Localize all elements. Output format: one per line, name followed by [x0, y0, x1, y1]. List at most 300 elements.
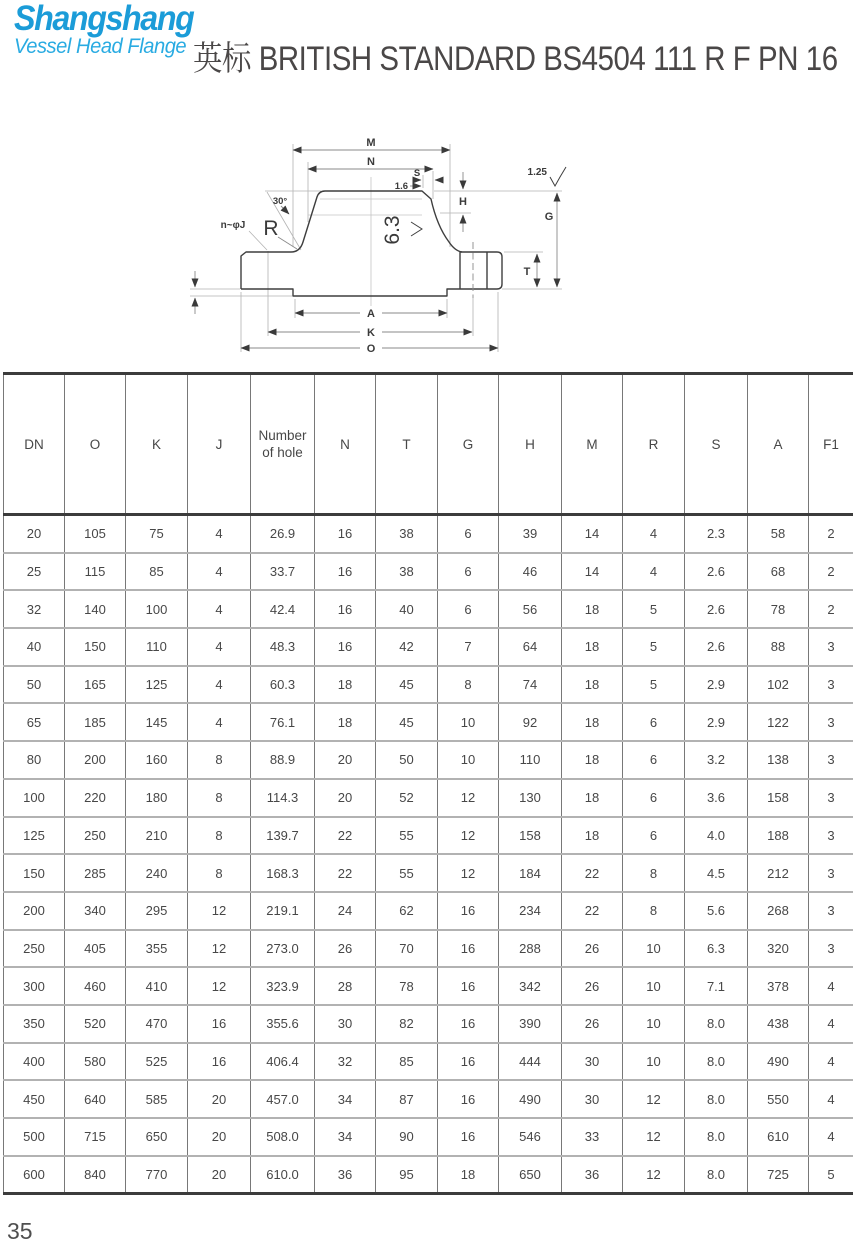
table-cell: 115 — [65, 553, 126, 591]
table-cell: 2.6 — [685, 553, 748, 591]
table-cell: 350 — [4, 1005, 65, 1043]
table-cell: 4 — [188, 553, 251, 591]
table-cell: 16 — [315, 553, 376, 591]
table-cell: 4 — [188, 590, 251, 628]
table-cell: 610 — [748, 1118, 809, 1156]
table-cell: 5 — [623, 666, 685, 704]
column-header: Number of hole — [251, 374, 315, 515]
table-cell: 5 — [623, 590, 685, 628]
table-row — [4, 967, 853, 1005]
table-cell: 58 — [748, 515, 809, 553]
table-cell: 36 — [562, 1156, 623, 1194]
table-cell: 85 — [376, 1043, 438, 1081]
table-row — [4, 1043, 853, 1081]
column-header: S — [685, 374, 748, 515]
table-cell: 95 — [376, 1156, 438, 1194]
table-cell: 52 — [376, 779, 438, 817]
table-cell: 600 — [4, 1156, 65, 1194]
table-cell: 16 — [315, 515, 376, 553]
table-cell: 180 — [126, 779, 188, 817]
table-cell: 6 — [438, 553, 499, 591]
table-cell: 2.9 — [685, 703, 748, 741]
table-cell: 460 — [65, 967, 126, 1005]
table-cell: 200 — [4, 892, 65, 930]
table-cell: 30 — [562, 1080, 623, 1118]
table-cell: 110 — [499, 741, 562, 779]
column-header: A — [748, 374, 809, 515]
table-cell: 150 — [4, 854, 65, 892]
dim-label-h: H — [459, 196, 467, 208]
table-row — [4, 854, 853, 892]
table-cell: 18 — [562, 779, 623, 817]
table-cell: 30 — [315, 1005, 376, 1043]
table-cell: 22 — [315, 817, 376, 855]
dim-label-s: S — [413, 168, 421, 179]
table-cell: 18 — [562, 666, 623, 704]
table-cell: 8 — [438, 666, 499, 704]
table-cell: 400 — [4, 1043, 65, 1081]
table-cell: 26.9 — [251, 515, 315, 553]
table-cell: 3 — [809, 779, 853, 817]
dim-label-holes: n~φJ — [220, 220, 246, 231]
table-cell: 39 — [499, 515, 562, 553]
table-cell: 490 — [499, 1080, 562, 1118]
table-cell: 18 — [562, 741, 623, 779]
dim-label-chamfer: 1.6 — [394, 181, 408, 192]
table-cell: 16 — [438, 967, 499, 1005]
dim-label-n: N — [367, 156, 375, 168]
table-cell: 4 — [623, 553, 685, 591]
table-row — [4, 703, 853, 741]
table-cell: 16 — [315, 590, 376, 628]
table-cell: 16 — [438, 930, 499, 968]
table-cell: 444 — [499, 1043, 562, 1081]
page-number: 35 — [7, 1218, 33, 1244]
dim-label-radius: R — [263, 217, 279, 240]
table-cell: 285 — [65, 854, 126, 892]
table-cell: 2.9 — [685, 666, 748, 704]
table-cell: 100 — [126, 590, 188, 628]
table-cell: 580 — [65, 1043, 126, 1081]
page-title: 英标 BRITISH STANDARD BS4504 111 R F PN 16 — [193, 40, 838, 78]
column-header: K — [126, 374, 188, 515]
table-cell: 74 — [499, 666, 562, 704]
table-cell: 320 — [748, 930, 809, 968]
table-cell: 26 — [562, 1005, 623, 1043]
table-cell: 240 — [126, 854, 188, 892]
table-cell: 33.7 — [251, 553, 315, 591]
table-row — [4, 1080, 853, 1118]
flange-spec-table — [3, 372, 853, 1195]
table-cell: 8 — [188, 779, 251, 817]
table-row — [4, 930, 853, 968]
table-cell: 470 — [126, 1005, 188, 1043]
column-header: J — [188, 374, 251, 515]
column-header: F1 — [809, 374, 853, 515]
table-cell: 770 — [126, 1156, 188, 1194]
table-row — [4, 628, 853, 666]
table-cell: 210 — [126, 817, 188, 855]
table-cell: 8.0 — [685, 1043, 748, 1081]
table-cell: 650 — [499, 1156, 562, 1194]
table-cell: 200 — [65, 741, 126, 779]
table-cell: 18 — [315, 666, 376, 704]
table-cell: 16 — [315, 628, 376, 666]
table-cell: 38 — [376, 553, 438, 591]
table-row — [4, 553, 853, 591]
dim-label-t: T — [523, 266, 531, 278]
table-cell: 10 — [623, 1005, 685, 1043]
table-row — [4, 666, 853, 704]
table-cell: 525 — [126, 1043, 188, 1081]
table-cell: 5.6 — [685, 892, 748, 930]
table-cell: 34 — [315, 1118, 376, 1156]
table-cell: 438 — [748, 1005, 809, 1043]
table-cell: 60.3 — [251, 666, 315, 704]
table-cell: 4 — [809, 1005, 853, 1043]
table-cell: 30 — [562, 1043, 623, 1081]
table-cell: 4 — [188, 666, 251, 704]
extension-lines — [190, 144, 562, 352]
table-cell: 4 — [623, 515, 685, 553]
roughness-symbol-face — [550, 167, 566, 186]
table-cell: 20 — [315, 741, 376, 779]
table-cell: 38 — [376, 515, 438, 553]
table-cell: 22 — [315, 854, 376, 892]
table-cell: 80 — [4, 741, 65, 779]
table-cell: 6 — [438, 590, 499, 628]
table-cell: 10 — [438, 703, 499, 741]
table-cell: 14 — [562, 553, 623, 591]
table-cell: 88 — [748, 628, 809, 666]
table-cell: 16 — [188, 1043, 251, 1081]
table-cell: 125 — [126, 666, 188, 704]
table-cell: 16 — [438, 892, 499, 930]
table-row — [4, 741, 853, 779]
dim-label-o: O — [366, 343, 376, 355]
table-cell: 46 — [499, 553, 562, 591]
table-cell: 2 — [809, 515, 853, 553]
dim-label-surface-bore: 6.3 — [381, 215, 404, 245]
table-cell: 75 — [126, 515, 188, 553]
table-cell: 55 — [376, 854, 438, 892]
table-cell: 715 — [65, 1118, 126, 1156]
table-cell: 520 — [65, 1005, 126, 1043]
table-cell: 6 — [623, 779, 685, 817]
table-cell: 105 — [65, 515, 126, 553]
roughness-symbol-bore — [411, 222, 422, 236]
table-cell: 410 — [126, 967, 188, 1005]
table-cell: 4 — [809, 1043, 853, 1081]
table-cell: 22 — [562, 854, 623, 892]
table-cell: 219.1 — [251, 892, 315, 930]
table-cell: 6 — [623, 703, 685, 741]
table-cell: 8 — [188, 854, 251, 892]
table-cell: 42.4 — [251, 590, 315, 628]
table-cell: 4 — [809, 967, 853, 1005]
table-cell: 3 — [809, 666, 853, 704]
table-cell: 234 — [499, 892, 562, 930]
table-cell: 16 — [438, 1118, 499, 1156]
table-cell: 16 — [438, 1005, 499, 1043]
table-cell: 2.6 — [685, 628, 748, 666]
table-cell: 342 — [499, 967, 562, 1005]
table-cell: 50 — [4, 666, 65, 704]
table-cell: 340 — [65, 892, 126, 930]
table-cell: 12 — [623, 1156, 685, 1194]
table-cell: 110 — [126, 628, 188, 666]
table-cell: 4.5 — [685, 854, 748, 892]
table-cell: 10 — [623, 967, 685, 1005]
table-cell: 78 — [748, 590, 809, 628]
table-cell: 16 — [438, 1080, 499, 1118]
table-cell: 12 — [188, 967, 251, 1005]
table-cell: 3 — [809, 854, 853, 892]
table-cell: 5 — [809, 1156, 853, 1194]
table-cell: 6 — [623, 741, 685, 779]
table-cell: 650 — [126, 1118, 188, 1156]
table-cell: 8 — [623, 892, 685, 930]
table-cell: 32 — [4, 590, 65, 628]
table-cell: 457.0 — [251, 1080, 315, 1118]
table-cell: 7.1 — [685, 967, 748, 1005]
table-cell: 145 — [126, 703, 188, 741]
table-cell: 546 — [499, 1118, 562, 1156]
table-cell: 18 — [562, 703, 623, 741]
table-cell: 12 — [438, 779, 499, 817]
table-cell: 8 — [623, 854, 685, 892]
table-cell: 87 — [376, 1080, 438, 1118]
table-cell: 158 — [748, 779, 809, 817]
table-cell: 56 — [499, 590, 562, 628]
table-cell: 12 — [188, 930, 251, 968]
table-cell: 18 — [438, 1156, 499, 1194]
table-cell: 100 — [4, 779, 65, 817]
table-cell: 68 — [748, 553, 809, 591]
table-cell: 288 — [499, 930, 562, 968]
table-cell: 3.2 — [685, 741, 748, 779]
table-cell: 130 — [499, 779, 562, 817]
table-cell: 22 — [562, 892, 623, 930]
table-cell: 45 — [376, 666, 438, 704]
column-header: R — [623, 374, 685, 515]
dim-label-a: A — [367, 308, 375, 320]
table-cell: 85 — [126, 553, 188, 591]
table-cell: 140 — [65, 590, 126, 628]
table-cell: 3.6 — [685, 779, 748, 817]
dim-label-k: K — [367, 327, 375, 339]
table-cell: 6 — [438, 515, 499, 553]
table-cell: 158 — [499, 817, 562, 855]
table-cell: 12 — [188, 892, 251, 930]
table-cell: 300 — [4, 967, 65, 1005]
table-cell: 4 — [188, 628, 251, 666]
table-cell: 450 — [4, 1080, 65, 1118]
table-cell: 212 — [748, 854, 809, 892]
table-cell: 12 — [438, 817, 499, 855]
table-cell: 406.4 — [251, 1043, 315, 1081]
table-cell: 18 — [562, 817, 623, 855]
table-cell: 24 — [315, 892, 376, 930]
table-cell: 585 — [126, 1080, 188, 1118]
table-cell: 88.9 — [251, 741, 315, 779]
table-cell: 10 — [623, 1043, 685, 1081]
table-cell: 33 — [562, 1118, 623, 1156]
table-cell: 3 — [809, 628, 853, 666]
table-cell: 3 — [809, 892, 853, 930]
table-cell: 185 — [65, 703, 126, 741]
table-cell: 40 — [376, 590, 438, 628]
column-header: G — [438, 374, 499, 515]
column-header: T — [376, 374, 438, 515]
logo-sub-text: Vessel Head Flange — [14, 35, 187, 58]
table-row — [4, 515, 853, 553]
table-row — [4, 1005, 853, 1043]
table-cell: 10 — [623, 930, 685, 968]
table-cell: 45 — [376, 703, 438, 741]
table-cell: 2.3 — [685, 515, 748, 553]
table-cell: 640 — [65, 1080, 126, 1118]
table-cell: 122 — [748, 703, 809, 741]
table-cell: 8 — [188, 741, 251, 779]
table-row — [4, 892, 853, 930]
table-cell: 36 — [315, 1156, 376, 1194]
table-cell: 4.0 — [685, 817, 748, 855]
table-cell: 4 — [809, 1118, 853, 1156]
table-cell: 62 — [376, 892, 438, 930]
table-cell: 14 — [562, 515, 623, 553]
table-cell: 355.6 — [251, 1005, 315, 1043]
table-cell: 273.0 — [251, 930, 315, 968]
table-header-row — [4, 374, 853, 515]
table-cell: 184 — [499, 854, 562, 892]
table-cell: 32 — [315, 1043, 376, 1081]
table-cell: 5 — [623, 628, 685, 666]
table-cell: 840 — [65, 1156, 126, 1194]
logo-main-text: Shangshang — [14, 0, 194, 38]
table-cell: 150 — [65, 628, 126, 666]
table-cell: 160 — [126, 741, 188, 779]
table-cell: 16 — [188, 1005, 251, 1043]
table-cell: 2 — [809, 590, 853, 628]
table-cell: 725 — [748, 1156, 809, 1194]
table-cell: 490 — [748, 1043, 809, 1081]
table-cell: 4 — [809, 1080, 853, 1118]
table-cell: 64 — [499, 628, 562, 666]
table-cell: 355 — [126, 930, 188, 968]
table-cell: 3 — [809, 703, 853, 741]
column-header: N — [315, 374, 376, 515]
table-cell: 220 — [65, 779, 126, 817]
table-cell: 82 — [376, 1005, 438, 1043]
table-cell: 138 — [748, 741, 809, 779]
table-cell: 168.3 — [251, 854, 315, 892]
table-row — [4, 590, 853, 628]
table-cell: 76.1 — [251, 703, 315, 741]
table-cell: 10 — [438, 741, 499, 779]
table-cell: 610.0 — [251, 1156, 315, 1194]
table-cell: 48.3 — [251, 628, 315, 666]
table-cell: 250 — [4, 930, 65, 968]
table-cell: 102 — [748, 666, 809, 704]
table-cell: 26 — [562, 930, 623, 968]
dimension-labels — [221, 137, 554, 355]
table-cell: 12 — [438, 854, 499, 892]
table-cell: 3 — [809, 741, 853, 779]
table-cell: 20 — [315, 779, 376, 817]
table-cell: 8.0 — [685, 1118, 748, 1156]
table-cell: 50 — [376, 741, 438, 779]
table-cell: 26 — [315, 930, 376, 968]
table-cell: 65 — [4, 703, 65, 741]
table-cell: 390 — [499, 1005, 562, 1043]
table-cell: 550 — [748, 1080, 809, 1118]
column-header: DN — [4, 374, 65, 515]
table-cell: 90 — [376, 1118, 438, 1156]
table-cell: 18 — [315, 703, 376, 741]
table-row — [4, 1118, 853, 1156]
table-cell: 405 — [65, 930, 126, 968]
table-cell: 8.0 — [685, 1005, 748, 1043]
table-cell: 42 — [376, 628, 438, 666]
table-cell: 3 — [809, 930, 853, 968]
table-cell: 40 — [4, 628, 65, 666]
table-cell: 114.3 — [251, 779, 315, 817]
table-cell: 8.0 — [685, 1156, 748, 1194]
table-cell: 20 — [188, 1080, 251, 1118]
table-cell: 268 — [748, 892, 809, 930]
table-cell: 18 — [562, 590, 623, 628]
table-cell: 20 — [188, 1156, 251, 1194]
table-cell: 188 — [748, 817, 809, 855]
table-cell: 55 — [376, 817, 438, 855]
table-cell: 92 — [499, 703, 562, 741]
dim-label-surface-face: 1.25 — [527, 167, 547, 178]
column-header: H — [499, 374, 562, 515]
table-cell: 125 — [4, 817, 65, 855]
table-cell: 12 — [623, 1118, 685, 1156]
table-cell: 3 — [809, 817, 853, 855]
dim-label-m: M — [366, 137, 376, 149]
table-cell: 6.3 — [685, 930, 748, 968]
dim-label-angle: 30° — [272, 196, 288, 207]
table-cell: 18 — [562, 628, 623, 666]
table-row — [4, 1156, 853, 1194]
table-cell: 20 — [188, 1118, 251, 1156]
table-cell: 139.7 — [251, 817, 315, 855]
dim-label-g: G — [544, 211, 554, 223]
table-cell: 500 — [4, 1118, 65, 1156]
table-row — [4, 779, 853, 817]
table-cell: 165 — [65, 666, 126, 704]
table-row — [4, 817, 853, 855]
table-cell: 4 — [188, 703, 251, 741]
column-header: M — [562, 374, 623, 515]
table-cell: 378 — [748, 967, 809, 1005]
table-cell: 34 — [315, 1080, 376, 1118]
table-cell: 70 — [376, 930, 438, 968]
table-cell: 8 — [188, 817, 251, 855]
table-cell: 295 — [126, 892, 188, 930]
company-logo — [14, 0, 214, 58]
column-header: O — [65, 374, 126, 515]
table-cell: 2.6 — [685, 590, 748, 628]
table-cell: 12 — [623, 1080, 685, 1118]
flange-technical-drawing — [170, 125, 650, 365]
table-cell: 78 — [376, 967, 438, 1005]
table-cell: 8.0 — [685, 1080, 748, 1118]
table-cell: 6 — [623, 817, 685, 855]
